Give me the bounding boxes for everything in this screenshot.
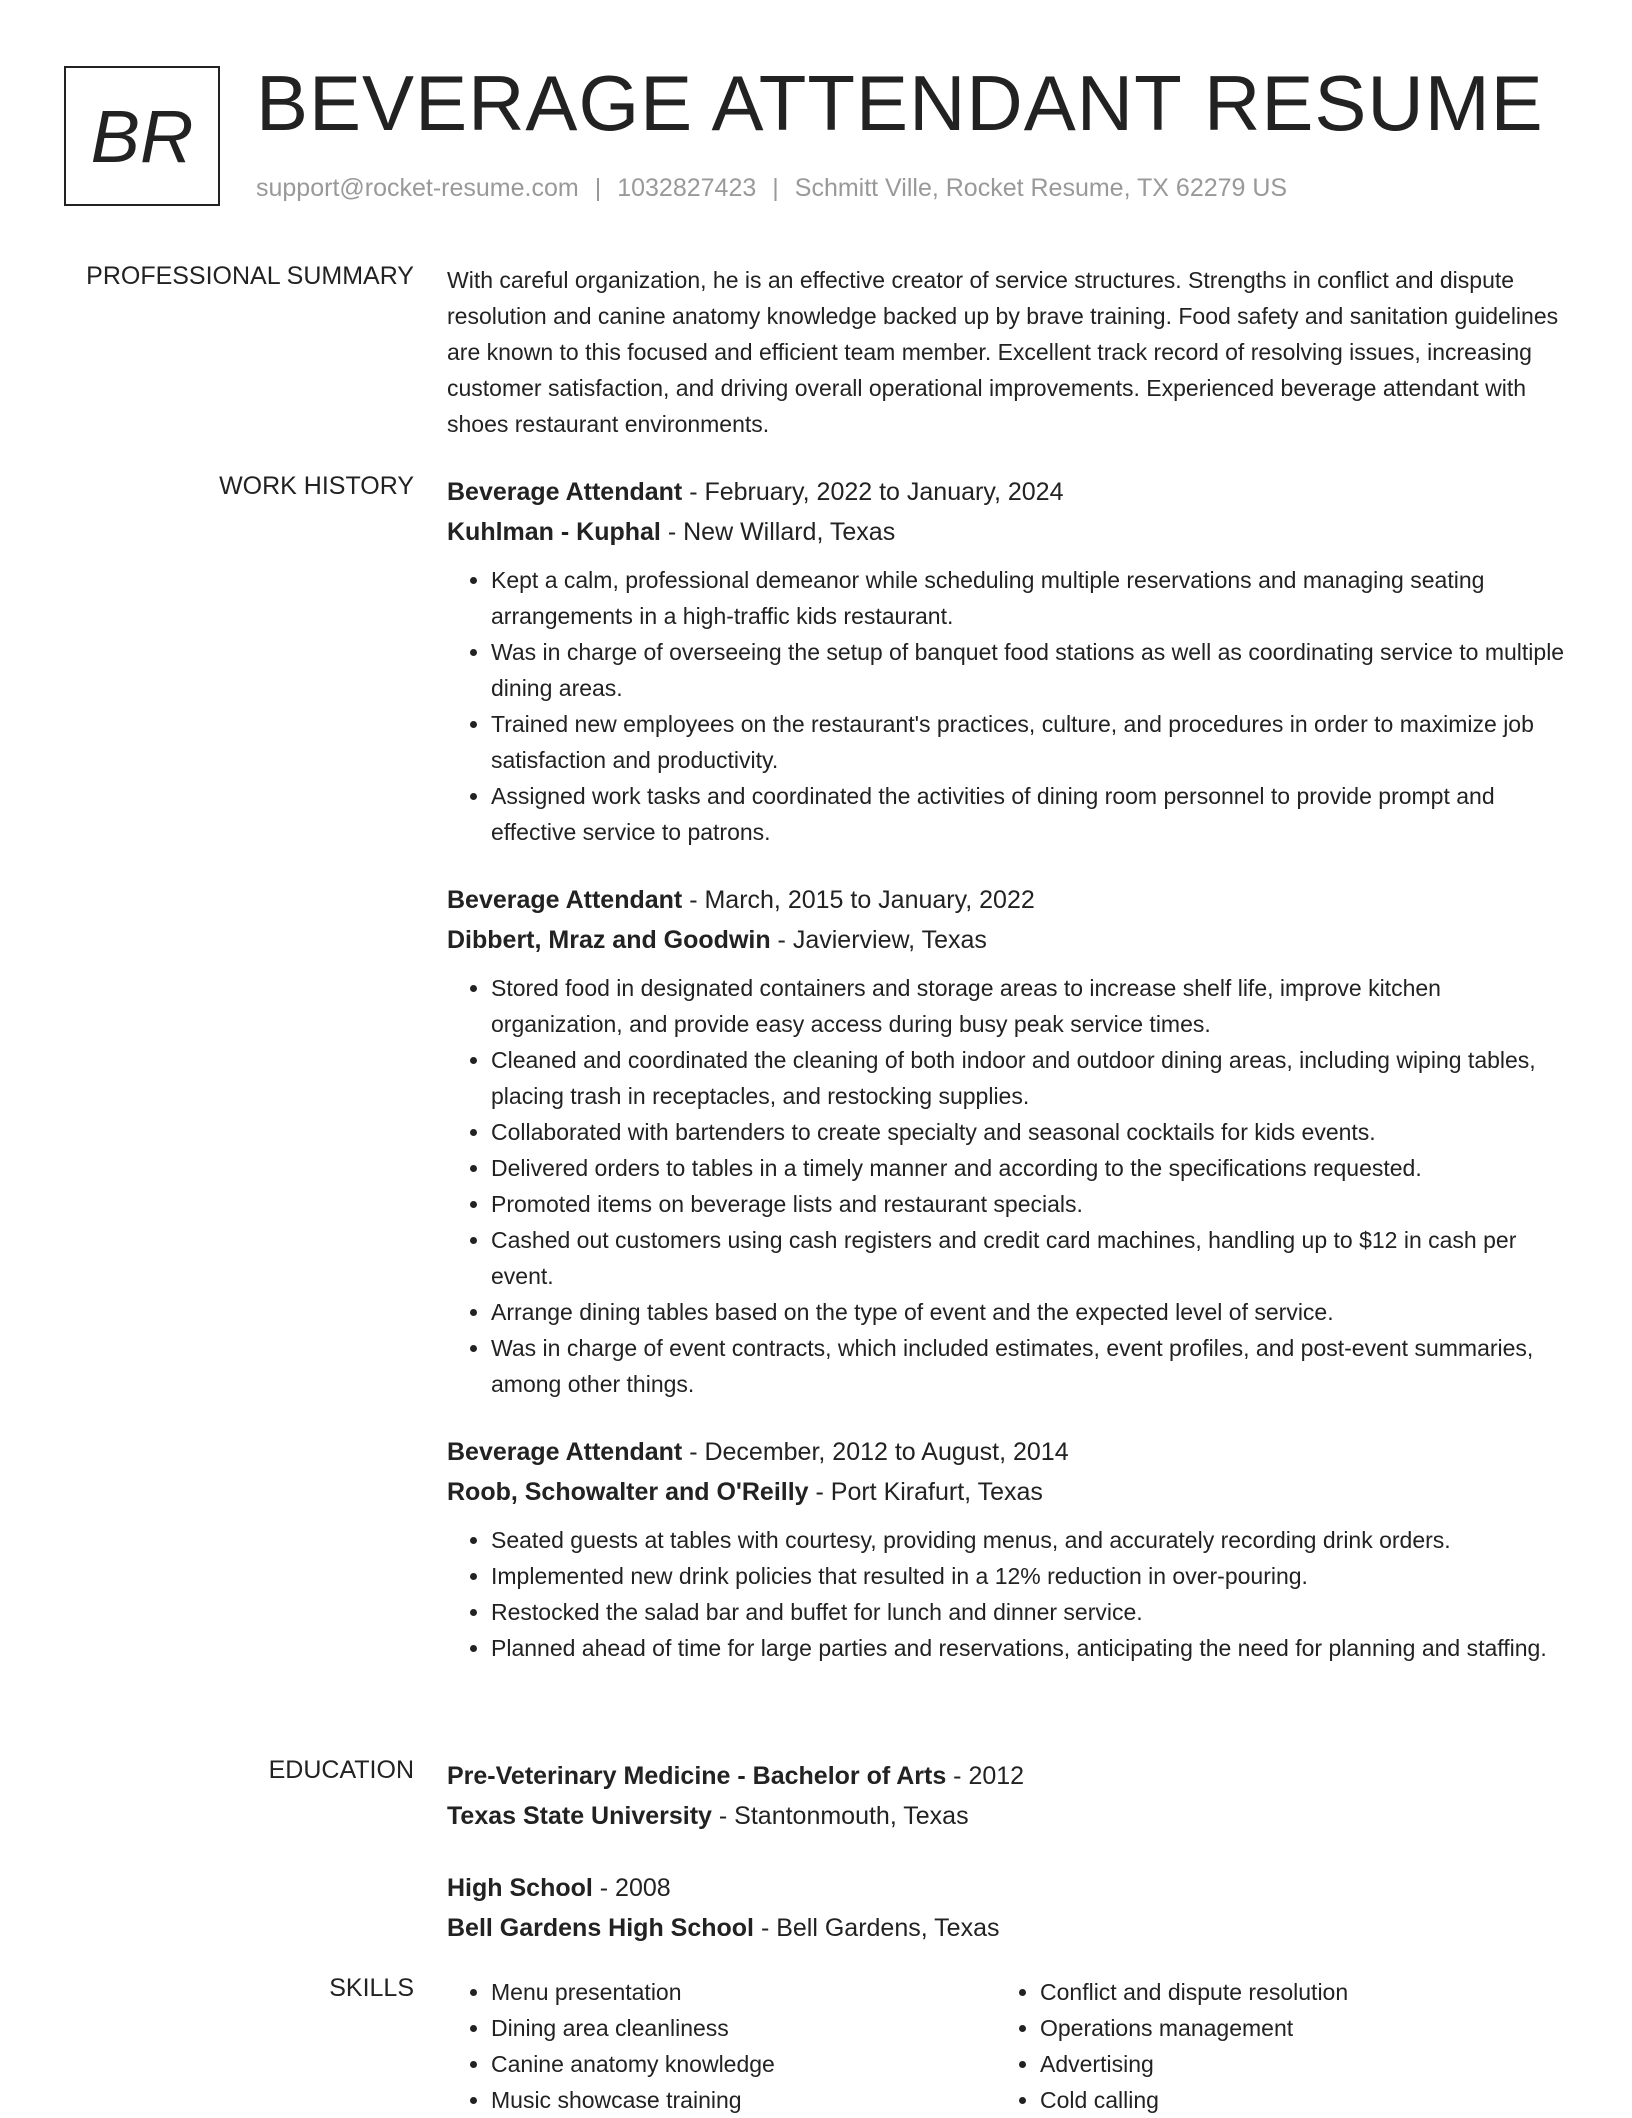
- job-bullet: • Assigned work tasks and coordinated the activities of dining room personnel to provide prompt and effective service to patrons.: [491, 778, 1567, 850]
- skill-item: • Conflict and dispute resolution: [1040, 1974, 1545, 2010]
- job-title: Beverage Attendant: [447, 886, 683, 914]
- job-company-line: [447, 1472, 1567, 1512]
- job-title: Beverage Attendant: [447, 478, 683, 506]
- skill-item: • Menu presentation: [491, 1974, 996, 2010]
- job-entry: [447, 1432, 1567, 1666]
- job-bullet: • Restocked the salad bar and buffet for lunch and dinner service.: [491, 1594, 1567, 1630]
- contact-address: Schmitt Ville, Rocket Resume, TX 62279 US: [794, 174, 1288, 202]
- skills-body: [447, 1974, 1567, 2118]
- summary-body: [447, 262, 1567, 442]
- resume-title: BEVERAGE ATTENDANT RESUME: [256, 59, 1544, 147]
- job-entry: [447, 880, 1567, 1402]
- job-bullet: • Cleaned and coordinated the cleaning of both indoor and outdoor dining areas, including wiping tables, placing trash in receptacles, and restocking supplies.: [491, 1042, 1567, 1114]
- skill-item: • Cold calling: [1040, 2082, 1545, 2118]
- job-company: Dibbert, Mraz and Goodwin: [447, 926, 771, 954]
- skills-column-left: [447, 1974, 996, 2118]
- job-bullet: • Seated guests at tables with courtesy, providing menus, and accurately recording drink orders.: [491, 1522, 1567, 1558]
- section-label-summary: PROFESSIONAL SUMMARY: [86, 262, 414, 290]
- school-line: [447, 1796, 1567, 1836]
- degree-line: [447, 1756, 1567, 1796]
- education-entry: [447, 1868, 1567, 1948]
- skill-item: • Music showcase training: [491, 2082, 996, 2118]
- contact-email[interactable]: support@rocket-resume.com: [256, 174, 579, 202]
- contact-separator: |: [594, 174, 602, 202]
- degree: High School: [447, 1874, 593, 1902]
- job-bullet: • Was in charge of event contracts, which included estimates, event profiles, and post-event summaries, among other things.: [491, 1330, 1567, 1402]
- contact-phone[interactable]: 1032827423: [617, 174, 757, 202]
- school-location: - Bell Gardens, Texas: [754, 1914, 1000, 1942]
- job-bullet: • Implemented new drink policies that resulted in a 12% reduction in over-pouring.: [491, 1558, 1567, 1594]
- job-company: Kuhlman - Kuphal: [447, 518, 661, 546]
- skill-item: • Canine anatomy knowledge: [491, 2046, 996, 2082]
- job-bullet: • Stored food in designated containers and storage areas to increase shelf life, improve kitchen organization, and provide easy access during busy peak service times.: [491, 970, 1567, 1042]
- skill-item: • Dining area cleanliness: [491, 2010, 996, 2046]
- degree: Pre-Veterinary Medicine - Bachelor of Arts: [447, 1762, 947, 1790]
- job-bullet: • Planned ahead of time for large parties and reservations, anticipating the need for planning and staffing.: [491, 1630, 1567, 1666]
- job-location: - New Willard, Texas: [660, 518, 896, 546]
- job-bullets: [447, 1522, 1567, 1666]
- job-company-line: [447, 920, 1567, 960]
- job-bullet: • Kept a calm, professional demeanor while scheduling multiple reservations and managing seating arrangements in a high-traffic kids restaurant.: [491, 562, 1567, 634]
- degree-year: - 2008: [592, 1874, 671, 1902]
- job-title-line: [447, 472, 1567, 512]
- school: Texas State University: [447, 1802, 712, 1830]
- job-bullet: • Was in charge of overseeing the setup of banquet food stations as well as coordinating service to multiple dining areas.: [491, 634, 1567, 706]
- contact-separator: |: [772, 174, 779, 202]
- job-company: Roob, Schowalter and O'Reilly: [447, 1478, 809, 1506]
- contact-line: [256, 174, 1287, 203]
- job-bullet: • Promoted items on beverage lists and restaurant specials.: [491, 1186, 1567, 1222]
- school: Bell Gardens High School: [447, 1914, 754, 1942]
- job-bullet: • Cashed out customers using cash registers and credit card machines, handling up to $12 in cash per event.: [491, 1222, 1567, 1294]
- job-title-line: [447, 1432, 1567, 1472]
- job-dates: - December, 2012 to August, 2014: [682, 1438, 1069, 1466]
- skills-column-right: [996, 1974, 1545, 2118]
- job-bullet: • Collaborated with bartenders to create specialty and seasonal cocktails for kids events.: [491, 1114, 1567, 1150]
- job-title: Beverage Attendant: [447, 1438, 683, 1466]
- degree-line: [447, 1868, 1567, 1908]
- section-label-education: EDUCATION: [268, 1756, 414, 1784]
- skill-item: • Operations management: [1040, 2010, 1545, 2046]
- job-location: - Port Kirafurt, Texas: [808, 1478, 1043, 1506]
- school-location: - Stantonmouth, Texas: [711, 1802, 969, 1830]
- skill-item: • Advertising: [1040, 2046, 1545, 2082]
- job-bullets: [447, 970, 1567, 1402]
- job-bullet: • Trained new employees on the restaurant's practices, culture, and procedures in order to maximize job satisfaction and productivity.: [491, 706, 1567, 778]
- monogram: BR: [64, 66, 220, 206]
- job-title-line: [447, 880, 1567, 920]
- job-company-line: [447, 512, 1567, 552]
- school-line: [447, 1908, 1567, 1948]
- work-history-body: [447, 472, 1567, 1696]
- education-body: [447, 1756, 1567, 1980]
- job-location: - Javierview, Texas: [770, 926, 987, 954]
- job-bullet: • Delivered orders to tables in a timely manner and according to the specifications requested.: [491, 1150, 1567, 1186]
- job-dates: - February, 2022 to January, 2024: [682, 478, 1064, 506]
- degree-year: - 2012: [946, 1762, 1025, 1790]
- job-entry: [447, 472, 1567, 850]
- job-bullet: • Arrange dining tables based on the type of event and the expected level of service.: [491, 1294, 1567, 1330]
- education-entry: [447, 1756, 1567, 1836]
- section-label-skills: SKILLS: [329, 1974, 414, 2002]
- job-dates: - March, 2015 to January, 2022: [682, 886, 1035, 914]
- section-label-work-history: WORK HISTORY: [219, 472, 414, 500]
- job-bullets: [447, 562, 1567, 850]
- summary-text: With careful organization, he is an effective creator of service structures. Strengths in conflict and dispute resolution and canine anatomy knowledge backed up by brave training. Food safety and sanitation guidelines are known to this focused and efficient team member. Excellent track record of resolving issues, increasing customer satisfaction, and driving overall operational improvements. Experienced beverage attendant with shoes restaurant environments.: [447, 267, 1559, 437]
